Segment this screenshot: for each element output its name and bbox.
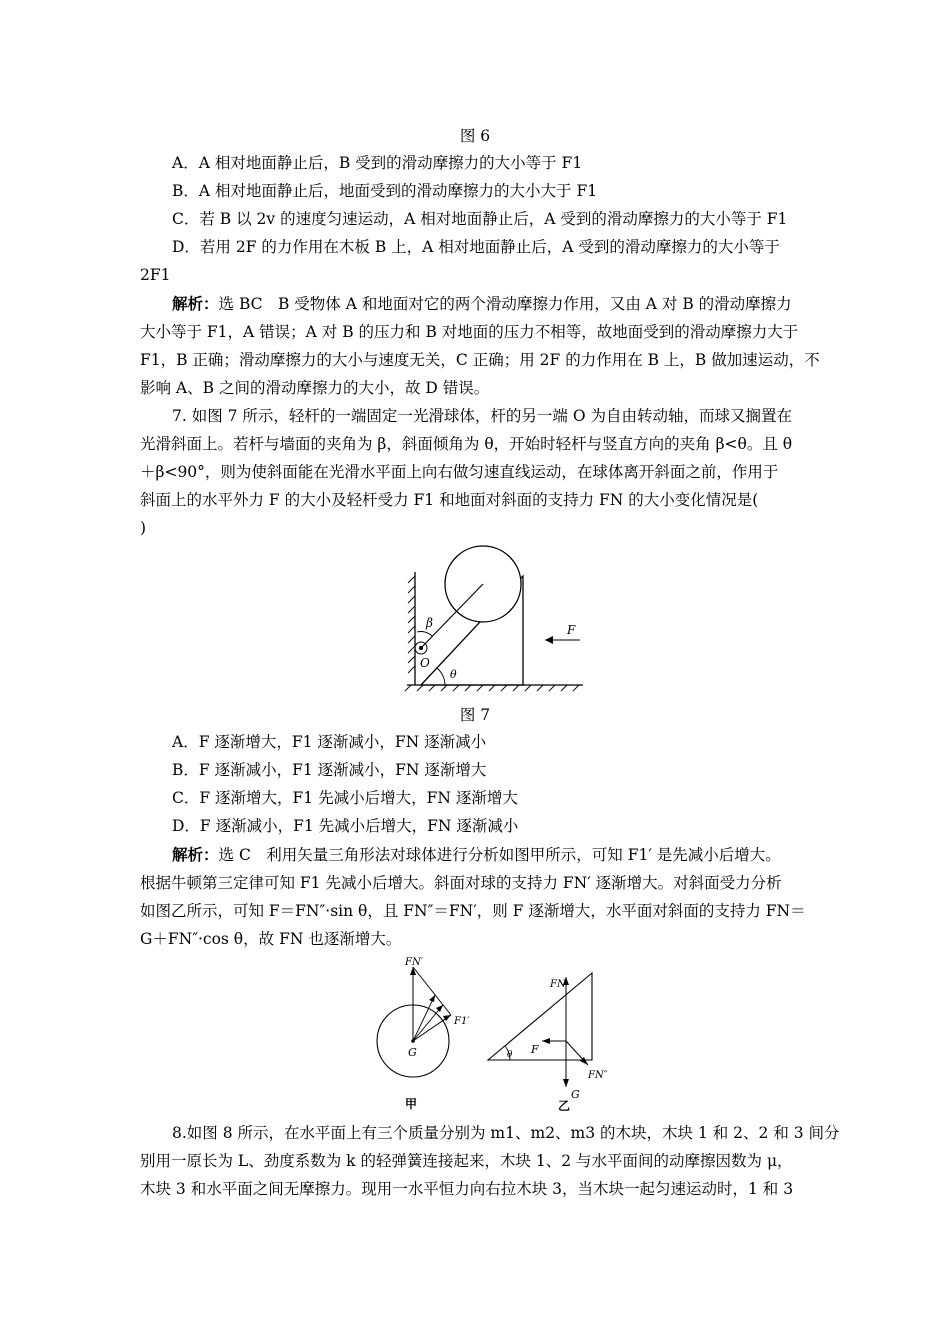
fig-jia-name: 甲 xyxy=(405,1097,418,1111)
figure-7-diagram xyxy=(395,540,595,695)
fig-yi-fn-label: FN xyxy=(550,979,566,990)
q7-analysis-label: 解析： xyxy=(172,845,219,864)
figure-6-caption: 图 6 xyxy=(459,127,491,145)
q6-analysis-line-2: 大小等于 F1，A 错误；A 对 B 的压力和 B 对地面的压力不相等，故地面受到的滑动摩擦力大于 xyxy=(140,323,799,341)
figure-7-caption: 图 7 xyxy=(459,706,491,724)
q8-stem-line-2: 别用一原长为 L、劲度系数为 k 的轻弹簧连接起来，木块 1、2 与水平面间的动摩擦因数为 μ， xyxy=(140,1152,793,1170)
q6-option-c: C．若 B 以 2v 的速度匀速运动，A 相对地面静止后，A 受到的滑动摩擦力的大小等于 F1 xyxy=(172,210,788,228)
q7-option-d: D．F 逐渐减小，F1 先减小后增大，FN 逐渐减小 xyxy=(172,817,519,835)
fig7-force-label: F xyxy=(567,623,576,637)
q6-analysis-label: 解析： xyxy=(172,294,219,313)
q7-option-c: C．F 逐渐增大，F1 先减小后增大，FN 逐渐增大 xyxy=(172,789,518,807)
q7-analysis-line-1 xyxy=(172,845,812,865)
fig-jia-g-label: G xyxy=(408,1046,417,1059)
q6-analysis-line-3: F1，B 正确；滑动摩擦力的大小与速度无关，C 正确；用 2F 的力作用在 B 上，B 做加速运动，不 xyxy=(140,351,820,369)
q7-stem-line-1: 7. 如图 7 所示，轻杆的一端固定一光滑球体，杆的另一端 O 为自由转动轴，而球又搁置在 xyxy=(172,407,792,425)
fig-jia-fn-label: FN′ xyxy=(405,957,423,968)
q8-stem-line-3: 木块 3 和水平面之间无摩擦力。现用一水平恒力向右拉木块 3，当木块一起匀速运动时，1 和 3 xyxy=(140,1180,794,1198)
fig-yi-f-label: F xyxy=(531,1043,539,1056)
q6-analysis-line-1 xyxy=(172,294,812,314)
q7-stem-line-2: 光滑斜面上。若杆与墙面的夹角为 β，斜面倾角为 θ，开始时轻杆与竖直方向的夹角 β<θ。且 θ xyxy=(140,435,793,453)
fig-jia-f1-label: F1′ xyxy=(454,1016,470,1027)
q7-stem-line-5: ) xyxy=(140,519,147,537)
q7-analysis-line-3: 如图乙所示，可知 F＝FN″·sin θ，且 FN″＝FN′，则 F 逐渐增大，水平面对斜面的支持力 FN＝ xyxy=(140,902,806,920)
q7-analysis-text: 选 C 利用矢量三角形法对球体进行分析如图甲所示，可知 F1′ 是先减小后增大。 xyxy=(218,846,781,864)
fig7-theta-label: θ xyxy=(450,668,457,681)
q7-stem-line-3: ＋β<90°，则为使斜面能在光滑水平面上向右做匀速直线运动，在球体离开斜面之前，作用于 xyxy=(140,463,779,481)
q7-option-a: A．F 逐渐增大，F1 逐渐减小，FN 逐渐减小 xyxy=(172,733,487,751)
q7-analysis-line-2: 根据牛顿第三定律可知 F1 先减小后增大。斜面对球的支持力 FN′ 逐渐增大。对斜面受力分析 xyxy=(140,874,782,892)
fig7-beta-label: β xyxy=(426,616,433,630)
q6-option-d-cont: 2F1 xyxy=(140,266,171,284)
fig-yi-g-label: G xyxy=(571,1088,580,1101)
q7-analysis-line-4: G＋FN″·cos θ，故 FN 也逐渐增大。 xyxy=(140,930,402,948)
figure-jia-diagram xyxy=(365,955,485,1115)
figure-yi-diagram xyxy=(480,965,620,1115)
fig-yi-fn2-label: FN″ xyxy=(588,1070,608,1081)
q8-stem-line-1: 8.如图 8 所示，在水平面上有三个质量分别为 m1、m2、m3 的木块，木块 1 和 2、2 和 3 间分 xyxy=(172,1124,840,1142)
q7-stem-line-4: 斜面上的水平外力 F 的大小及轻杆受力 F1 和地面对斜面的支持力 FN 的大小变化情况是( xyxy=(140,491,759,509)
fig-yi-name: 乙 xyxy=(558,1099,571,1113)
q6-analysis-text: 选 BC B 受物体 A 和地面对它的两个滑动摩擦力作用，又由 A 对 B 的滑动摩擦力 xyxy=(218,295,792,313)
q6-option-b: B．A 相对地面静止后，地面受到的滑动摩擦力的大小大于 F1 xyxy=(172,182,598,200)
q6-option-d: D．若用 2F 的力作用在木板 B 上，A 相对地面静止后，A 受到的滑动摩擦力的大小等于 xyxy=(172,238,780,256)
q6-analysis-line-4: 影响 A、B 之间的滑动摩擦力的大小，故 D 错误。 xyxy=(140,379,490,397)
q7-option-b: B．F 逐渐减小，F1 逐渐减小，FN 逐渐增大 xyxy=(172,761,487,779)
fig-yi-theta-label: θ xyxy=(507,1050,513,1060)
fig7-pivot-label: O xyxy=(420,656,430,670)
q6-option-a: A．A 相对地面静止后，B 受到的滑动摩擦力的大小等于 F1 xyxy=(172,154,583,172)
